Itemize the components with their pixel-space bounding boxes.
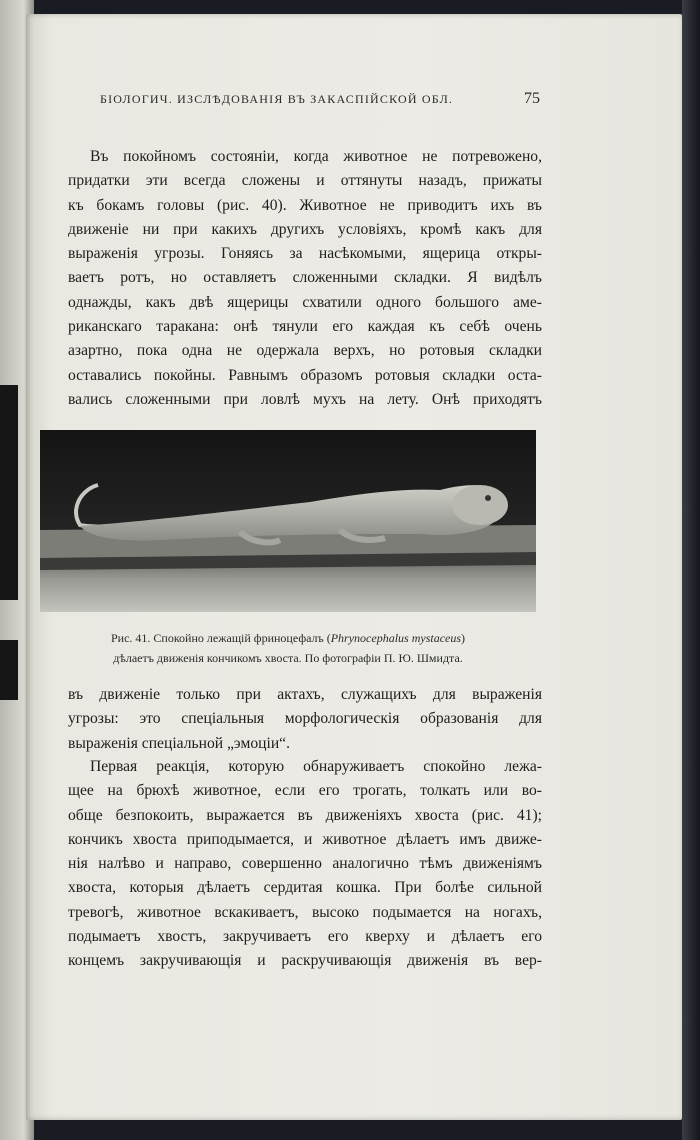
book-spine-shadow bbox=[682, 0, 700, 1140]
caption-line-1 bbox=[40, 628, 536, 648]
text-line: обще безпокоить, выражается въ движеніяхъ хвоста (рис. 41); bbox=[68, 806, 542, 824]
paragraph-3 bbox=[68, 755, 542, 974]
adjacent-page-figure-bottom bbox=[0, 640, 18, 700]
text-line: азартно, пока одна не одержала верхъ, но ротовыя складки bbox=[68, 342, 542, 360]
page-header bbox=[100, 90, 540, 108]
text-line: къ бокамъ головы (рис. 40). Животное не приводитъ ихъ въ bbox=[68, 196, 542, 214]
adjacent-page-figure bbox=[0, 385, 18, 600]
text-line: вались сложенными при ловлѣ мухъ на лету. Онѣ приходятъ bbox=[68, 390, 542, 408]
text-line: Въ покойномъ состояніи, когда животное не потревожено, bbox=[90, 148, 542, 165]
caption-line-2: дѣлаетъ движенія кончикомъ хвоста. По фотографіи П. Ю. Шмидта. bbox=[113, 651, 463, 665]
text-line: выраженія угрозы. Гоняясь за насѣкомыми, ящерица откры- bbox=[68, 245, 542, 263]
text-line: щее на брюхѣ животное, если его трогать, толкать или во- bbox=[68, 782, 542, 800]
paragraph-1 bbox=[68, 145, 542, 412]
text-line: хвоста, которыя дѣлаетъ сердитая кошка. При болѣе сильной bbox=[68, 879, 542, 897]
text-line: выраженія спеціальной „эмоціи“. bbox=[68, 734, 290, 752]
text-line: нія налѣво и направо, совершенно аналогично тѣмъ движеніямъ bbox=[68, 855, 542, 873]
caption-suffix: ) bbox=[461, 631, 466, 645]
paragraph-2 bbox=[68, 683, 542, 756]
text-line: угрозы: это спеціальныя морфологическія образованія для bbox=[68, 710, 542, 728]
running-title: БІОЛОГИЧ. ИЗСЛѢДОВАНІЯ ВЪ ЗАКАСПІЙСКОЙ ОБЛ. bbox=[100, 92, 454, 106]
text-line: оставались покойны. Равнымъ образомъ ротовыя складки оста- bbox=[68, 366, 542, 384]
text-line: концемъ закручивающія и раскручивающія движенія въ вер- bbox=[68, 952, 542, 970]
text-line: движеніе ни при какихъ другихъ условіяхъ, кромѣ какъ для bbox=[68, 220, 542, 238]
lizard-photograph bbox=[40, 430, 536, 612]
page-number: 75 bbox=[524, 90, 540, 107]
text-line: кончикъ хвоста приподымается, и животное дѣлаетъ имъ движе- bbox=[68, 830, 542, 848]
text-line: придатки эти всегда сложены и оттянуты назадъ, прижаты bbox=[68, 172, 542, 190]
figure-caption bbox=[40, 628, 536, 668]
text-line: въ движеніе только при актахъ, служащихъ для выраженія bbox=[68, 686, 542, 703]
caption-prefix: Рис. 41. Спокойно лежащій фриноцефалъ ( bbox=[110, 631, 331, 645]
text-line: подымаетъ хвостъ, закручиваетъ его кверху и дѣлаетъ его bbox=[68, 928, 542, 946]
text-line: ваетъ ротъ, но оставляетъ сложенными складки. Я видѣлъ bbox=[68, 269, 542, 287]
caption-species: Phrynocephalus mystaceus bbox=[330, 631, 462, 645]
text-line: риканскаго таракана: онѣ тянули его каждая къ себѣ очень bbox=[68, 318, 542, 336]
text-line: тревогѣ, животное вскакиваетъ, высоко подымается на ногахъ, bbox=[68, 903, 542, 921]
text-line: Первая реакція, которую обнаруживаетъ спокойно лежа- bbox=[90, 758, 542, 775]
text-line: однажды, какъ двѣ ящерицы схватили одного большого аме- bbox=[68, 293, 542, 311]
